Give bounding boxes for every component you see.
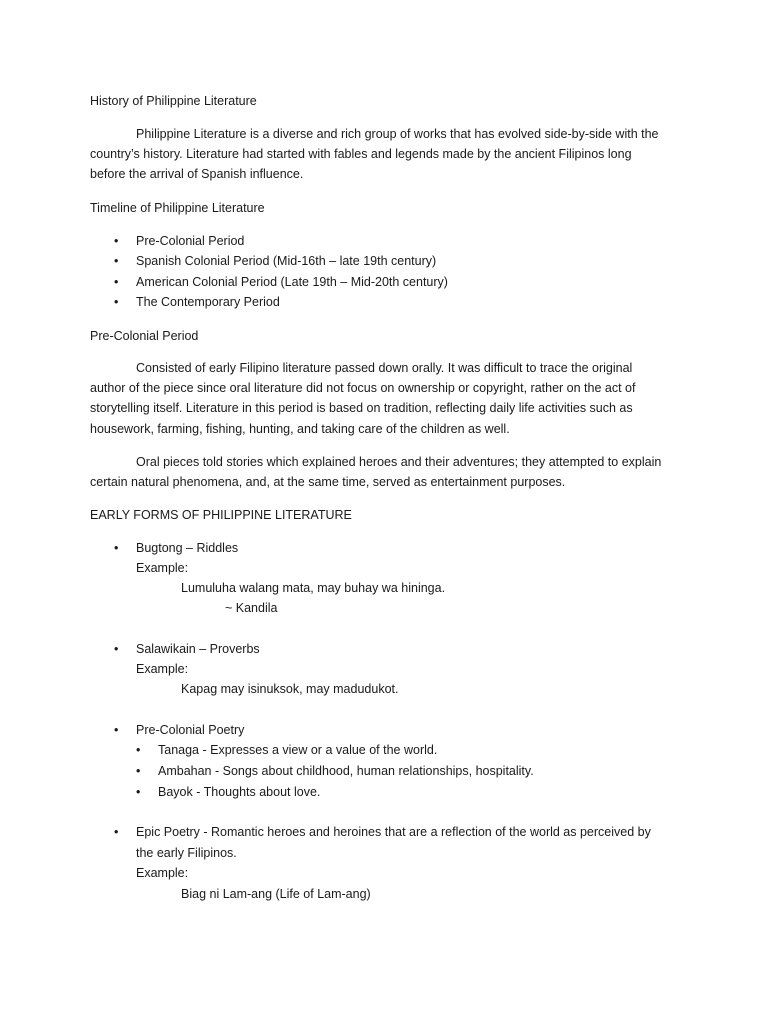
bugtong-title: • Bugtong – Riddles [136, 538, 238, 558]
timeline-item: • Spanish Colonial Period (Mid-16th – late 19th century) [136, 251, 436, 271]
precolonial-p2-line: certain natural phenomena, and, at the same time, served as entertainment purposes. [90, 475, 566, 489]
bugtong-answer: ~ Kandila [225, 601, 278, 615]
poetry-item: • Tanaga - Expresses a view or a value of the world. [158, 740, 437, 760]
timeline-heading: Timeline of Philippine Literature [90, 201, 265, 215]
epic-example-label: Example: [136, 866, 189, 880]
precolonial-p1-line: storytelling itself. Literature in this period is based on tradition, reflecting daily life activities such as [90, 401, 633, 415]
poetry-item: • Ambahan - Songs about childhood, human relationships, hospitality. [158, 761, 534, 781]
salawikain-example: Kapag may isinuksok, may madudukot. [181, 682, 399, 696]
timeline-item: • Pre-Colonial Period [136, 231, 244, 251]
precolonial-heading: Pre-Colonial Period [90, 329, 199, 343]
bugtong-example: Lumuluha walang mata, may buhay wa hininga. [181, 581, 446, 595]
timeline-item: • The Contemporary Period [136, 292, 280, 312]
document-title: History of Philippine Literature [90, 94, 257, 108]
timeline-item: • American Colonial Period (Late 19th – Mid-20th century) [136, 272, 448, 292]
precolonial-p1-line: Consisted of early Filipino literature passed down orally. It was difficult to trace the original [136, 361, 633, 375]
epic-line-1: • Epic Poetry - Romantic heroes and heroines that are a reflection of the world as perceived by [136, 822, 651, 842]
epic-example: Biag ni Lam-ang (Life of Lam-ang) [181, 887, 371, 901]
intro-line-2: country’s history. Literature had started with fables and legends made by the ancient Filipinos long [90, 147, 632, 161]
bugtong-example-label: Example: [136, 561, 189, 575]
poetry-title: • Pre-Colonial Poetry [136, 720, 244, 740]
salawikain-example-label: Example: [136, 662, 189, 676]
precolonial-p2-line: Oral pieces told stories which explained heroes and their adventures; they attempted to explain [136, 455, 662, 469]
poetry-item: • Bayok - Thoughts about love. [158, 782, 320, 802]
intro-line-1: Philippine Literature is a diverse and rich group of works that has evolved side-by-side with the [136, 127, 659, 141]
salawikain-title: • Salawikain – Proverbs [136, 639, 260, 659]
precolonial-p1-line: housework, farming, fishing, hunting, and taking care of the children as well. [90, 422, 510, 436]
intro-line-3: before the arrival of Spanish influence. [90, 167, 304, 181]
precolonial-p1-line: author of the piece since oral literature did not focus on ownership or copyright, rather on the act of [90, 381, 636, 395]
early-forms-heading: EARLY FORMS OF PHILIPPINE LITERATURE [90, 508, 352, 522]
epic-line-2: the early Filipinos. [136, 846, 237, 860]
